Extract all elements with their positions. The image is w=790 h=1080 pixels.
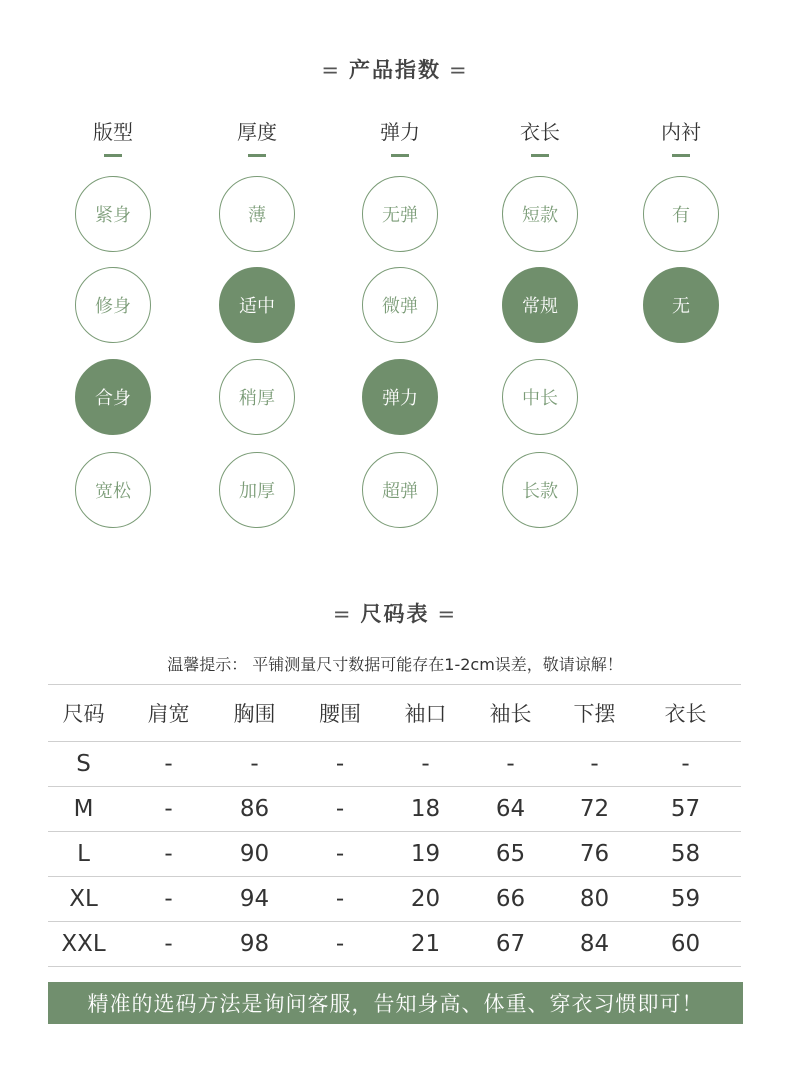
table-cell: 94 [239,886,270,912]
table-cell: 19 [410,841,441,867]
table-cell: - [164,931,173,957]
table-row [48,877,741,922]
table-cell: 64 [495,796,526,822]
index-column [43,118,183,502]
table-cell: - [335,841,345,867]
index-option: 短款 [502,176,578,252]
index-option-selected: 适中 [219,267,295,343]
title-underline [104,154,122,157]
index-option: 稍厚 [219,359,295,435]
table-cell: - [681,751,690,777]
table-cell: S [76,751,91,777]
table-cell: M [73,796,94,822]
table-cell: 84 [579,931,610,957]
size-table [48,684,741,967]
index-option: 微弹 [362,267,438,343]
index-option: 超弹 [362,452,438,528]
column-header: 腰围 [319,702,361,726]
table-row [48,832,741,877]
title-underline [391,154,409,157]
product-index-title [0,54,790,84]
column-header: 胸围 [233,702,276,726]
table-row [48,922,741,967]
index-option: 长款 [502,452,578,528]
index-option-selected: 弹力 [362,359,438,435]
index-column-title: 弹力 [380,120,420,144]
product-index-title-text: 产品指数 [349,58,441,82]
table-cell: 21 [410,931,441,957]
title-underline [531,154,549,157]
index-option: 薄 [219,176,295,252]
index-column-title: 版型 [93,120,133,144]
table-cell: 65 [495,841,526,867]
table-cell: - [506,751,515,777]
table-cell: - [164,886,173,912]
title-underline [248,154,266,157]
table-cell: 58 [670,841,701,867]
table-cell: - [335,931,345,957]
table-cell: - [335,886,345,912]
table-cell: - [335,751,345,777]
table-cell: 60 [670,931,701,957]
index-option: 有 [643,176,719,252]
index-option: 宽松 [75,452,151,528]
footer-banner: 精准的选码方法是询问客服，告知身高、体重、穿衣习惯即可！ [48,982,743,1024]
title-decoration-left: = [321,58,341,82]
table-cell: 66 [495,886,526,912]
table-cell: - [335,796,345,822]
index-column-title: 内衬 [661,120,701,144]
table-cell: 80 [579,886,610,912]
table-row [48,742,741,787]
table-cell: - [250,751,259,777]
table-cell: 98 [239,931,270,957]
index-column [470,118,610,502]
table-cell: XXL [61,931,106,957]
table-cell: 57 [670,796,701,822]
title-decoration-right: = [437,602,458,626]
index-option-selected: 常规 [502,267,578,343]
index-column [330,118,470,502]
table-cell: 20 [410,886,441,912]
index-option: 紧身 [75,176,151,252]
index-option: 修身 [75,267,151,343]
table-cell: 59 [670,886,701,912]
table-cell: - [421,751,430,777]
table-cell: 72 [579,796,610,822]
table-cell: - [164,796,173,822]
table-row [48,787,741,832]
table-cell: 90 [239,841,270,867]
column-header: 肩宽 [147,702,190,726]
column-header: 衣长 [664,702,707,726]
index-option: 中长 [502,359,578,435]
table-cell: 76 [579,841,610,867]
index-column-title: 厚度 [237,120,277,144]
index-column-title: 衣长 [520,120,560,144]
table-header-row [48,685,741,742]
size-chart-title-text: 尺码表 [360,602,430,626]
table-cell: - [590,751,599,777]
index-option-selected: 合身 [75,359,151,435]
table-cell: - [164,751,173,777]
index-option: 无弹 [362,176,438,252]
table-cell: L [77,841,90,867]
table-cell: XL [69,886,98,912]
index-option: 加厚 [219,452,295,528]
measurement-tip: 温馨提示： 平铺测量尺寸数据可能存在1-2cm误差，敬请谅解！ [167,655,623,674]
index-column [611,118,751,317]
table-cell: 18 [410,796,441,822]
table-cell: - [164,841,173,867]
index-option-selected: 无 [643,267,719,343]
column-header: 袖长 [489,702,532,726]
table-cell: 86 [239,796,270,822]
column-header: 尺码 [62,702,105,726]
size-chart-title [0,598,790,628]
title-underline [672,154,690,157]
table-cell: 67 [495,931,526,957]
title-decoration-left: = [332,602,353,626]
index-column [187,118,327,502]
title-decoration-right: = [449,58,469,82]
column-header: 袖口 [404,702,447,726]
column-header: 下摆 [573,702,616,726]
